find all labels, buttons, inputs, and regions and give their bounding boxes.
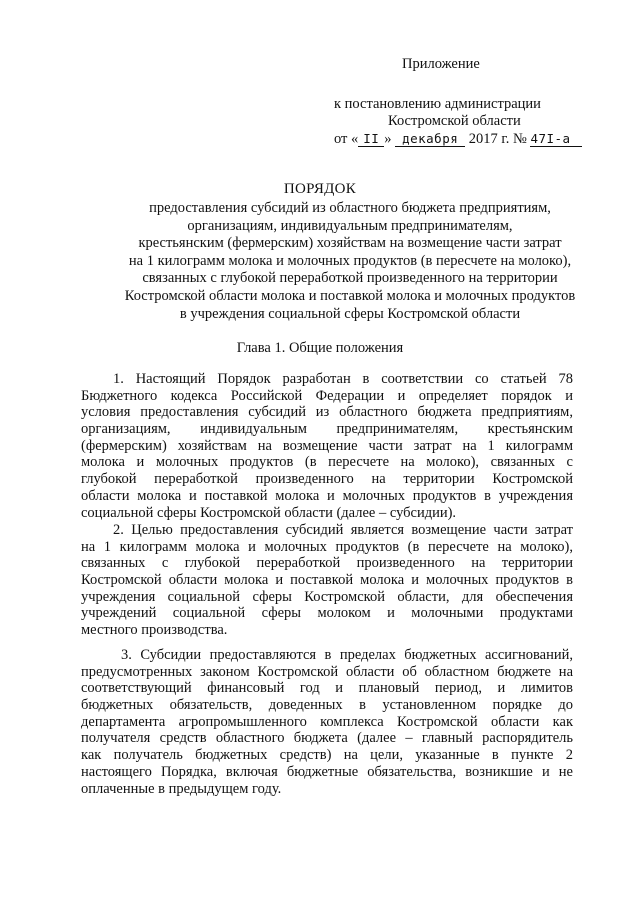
paragraph-line: (фермерским) хозяйствам на возмещение части затрат на 1 килограмм — [81, 437, 573, 454]
paragraph-line: молока и молочных продуктов (в пересчете на молоко), связанных с — [81, 454, 573, 471]
paragraph-line: учреждений социальной сферы молоком и молочными продуктами — [81, 605, 573, 622]
subtitle-line: Костромской области молока и поставкой молока и молочных продуктов — [124, 287, 576, 304]
document-number: 47I-а — [530, 132, 582, 147]
paragraph-line: учреждения социальной сферы Костромской области, для обеспечения — [81, 588, 573, 605]
paragraph-line: на 1 килограмм молока и молочных продуктов (в пересчете на молоко), — [81, 538, 573, 555]
subtitle-line: на 1 килограмм молока и молочных продуктов (в пересчете на молоко), — [128, 252, 572, 269]
paragraph-line: получателя средств областного бюджета (далее – главный распорядитель — [81, 730, 573, 747]
paragraph-line: настоящего Порядка, включая бюджетные обязательства, возникшие и не — [81, 763, 573, 780]
date-mid: » — [384, 131, 392, 147]
subtitle-line: предоставления субсидий из областного бюджета предприятиям, — [149, 200, 551, 216]
date-month: декабря — [395, 132, 465, 147]
appendix-region-line: Костромской области — [388, 113, 521, 129]
paragraph-line: оплаченные в предыдущем году. — [81, 780, 282, 797]
chapter-heading: Глава 1. Общие положения — [236, 340, 404, 356]
paragraph-line: 3. Субсидии предоставляются в пределах бюджетных ассигнований, — [121, 647, 573, 663]
paragraph-line: организациям, индивидуальным предпринимателям, крестьянским — [81, 421, 573, 438]
paragraph-line: местного производства. — [81, 622, 228, 639]
subtitle-line: в учреждения социальной сферы Костромской области — [179, 305, 521, 322]
paragraph-line: социальной сферы Костромской области (далее – субсидии). — [81, 504, 457, 521]
subtitle-line: связанных с глубокой переработкой произведенного на территории — [142, 270, 558, 287]
document-title: ПОРЯДОК — [283, 181, 357, 197]
paragraph-3 — [81, 647, 573, 797]
paragraph-line: 2. Целью предоставления субсидий является возмещение части затрат — [113, 522, 573, 538]
paragraph-line: как получатель бюджетных средств) на цели, указанные в пункте 2 — [81, 747, 573, 764]
paragraph-line: бюджетных обязательств, доведенных в установленном порядке до — [81, 697, 573, 714]
paragraph-line: предусмотренных законом Костромской области об областном бюджете на — [81, 663, 573, 680]
subtitle-line: организациям, индивидуальным предпринимателям, — [187, 217, 513, 234]
appendix-reference-line: к постановлению администрации — [334, 96, 541, 112]
paragraph-line: Бюджетного кодекса Российской Федерации и определяет порядок и — [81, 387, 573, 404]
date-year: 2017 г. № — [468, 131, 527, 147]
paragraph-line: соответствующий финансовый год и плановый период, и лимитов — [81, 680, 573, 697]
appendix-title: Приложение — [402, 56, 480, 72]
document-subtitle — [60, 200, 640, 323]
paragraph-line: департамента агропромышленного комплекса Костромской области как — [81, 713, 573, 730]
paragraph-line: условия предоставления субсидий из областного бюджета предприятиям, — [81, 404, 573, 421]
paragraph-line: глубокой переработкой произведенного на территории Костромской — [81, 471, 573, 488]
paragraph-line: связанных с глубокой переработкой произведенного на территории — [81, 555, 573, 572]
paragraph-2 — [81, 522, 573, 639]
paragraph-line: области молока и поставкой молока и молочных продуктов в учреждения — [81, 487, 573, 504]
paragraph-line: Костромской области молока и поставкой молока и молочных продуктов в — [81, 572, 573, 589]
subtitle-line: крестьянским (фермерским) хозяйствам на возмещение части затрат — [138, 235, 562, 252]
date-day: II — [358, 132, 384, 147]
paragraph-1 — [81, 371, 573, 521]
paragraph-line: 1. Настоящий Порядок разработан в соответствии со статьей 78 — [113, 371, 573, 387]
appendix-date-line — [334, 131, 582, 148]
date-prefix: от « — [334, 131, 359, 147]
